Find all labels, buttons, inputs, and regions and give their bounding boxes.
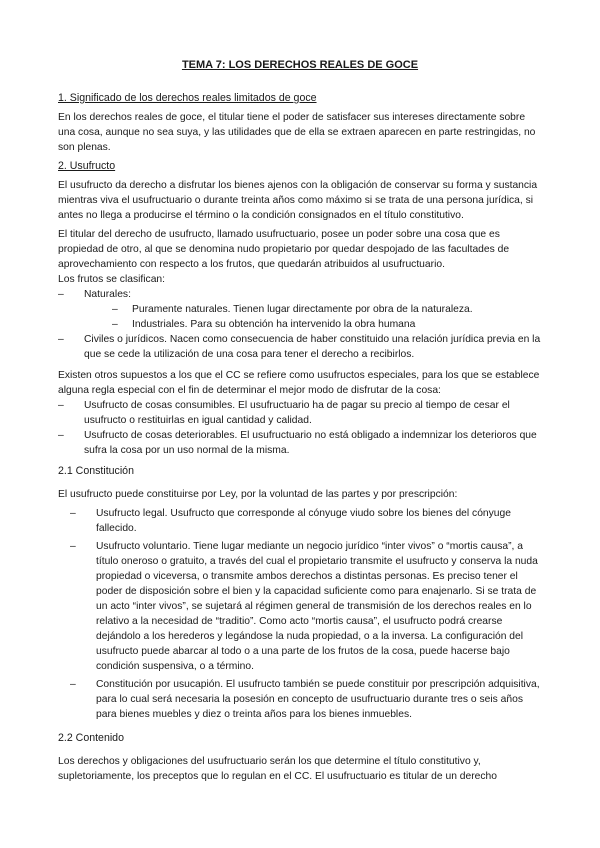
list-item: – Naturales: – Puramente naturales. Tienen lugar directamente por obra de la naturaleza. – Industriales. Para su obtención ha intervenido la obra humana: [58, 287, 542, 332]
frutos-intro: Los frutos se clasifican:: [58, 274, 166, 285]
usufructo-definition-paragraph: El usufructo da derecho a disfrutar los bienes ajenos con la obligación de conservar su forma y sustancia mientras viva el usufructuario o durante treinta años como máximo si se trata de una persona jurídica, si antes no llega a producirse el término o la condición consignados en el título constitutivo.: [58, 180, 538, 221]
section-2-1-heading: 2.1 Constitución: [58, 465, 134, 477]
constitucion-intro: El usufructo puede constituirse por Ley, por la voluntad de las partes y por prescripción:: [58, 489, 458, 500]
document-title: TEMA 7: LOS DERECHOS REALES DE GOCE: [181, 59, 419, 71]
especiales-intro: Existen otros supuestos a los que el CC se refiere como usufructos especiales, para los que se establece alguna regla especial con el fin de determinar el mejor modo de disfrutar de la cosa:: [58, 370, 540, 396]
list-item: – Usufructo legal. Usufructo que corresponde al cónyuge viudo sobre los bienes del cónyuge fallecido.: [70, 506, 542, 536]
constitucion-list: [58, 506, 542, 722]
list-item: – Constitución por usucapión. El usufructo también se puede constituir por prescripción adquisitiva, para lo cual será necesaria la posesión en concepto de usufructuario durante tres o seis años para bienes muebles y diez o treinta años para los bienes inmuebles.: [70, 677, 542, 722]
especiales-list: [58, 398, 542, 458]
list-item: – Puramente naturales. Tienen lugar directamente por obra de la naturaleza.: [112, 302, 542, 317]
section-2-heading: 2. Usufructo: [58, 160, 116, 172]
section-1-paragraph: En los derechos reales de goce, el titular tiene el poder de satisfacer sus intereses directamente sobre una cosa, aunque no sea suya, y las utilidades que de ella se extraen aparecen en parte restringidas, no son plenas.: [58, 112, 536, 153]
section-2-2-heading: 2.2 Contenido: [58, 732, 124, 744]
list-item: – Industriales. Para su obtención ha intervenido la obra humana: [112, 317, 542, 332]
list-item: – Usufructo de cosas deteriorables. El usufructuario no está obligado a indemnizar los deterioros que sufra la cosa por un uso normal de la misma.: [58, 428, 542, 458]
contenido-paragraph: Los derechos y obligaciones del usufructuario serán los que determine el título constitutivo y, supletoriamente, los preceptos que lo regulan en el CC. El usufructuario es titular de un derecho: [58, 756, 498, 782]
list-item: – Usufructo voluntario. Tiene lugar mediante un negocio jurídico “inter vivos” o “mortis causa”, a título oneroso o gratuito, a través del cual el propietario transmite el usufructo y conserva la nuda propiedad o viceversa, o transmite ambos derechos a distintas personas. Es preciso tener el poder de disposición sobre el bien y la capacidad suficiente como para enajenarlo. Si se trata de un acto “inter vivos”, se sujetará al régimen general de transmisión de los derechos reales en lo relativo a la necesidad de “traditio”. Como acto “mortis causa”, el usufructo podrá crearse dejándolo a los herederos y legándose la nuda propiedad, o a la inversa. La configuración del usufructo puede abarcar al todo o a una parte de los frutos de la cosa, puede hacerse bajo condición suspensiva, o a término.: [70, 539, 542, 674]
list-item: – Civiles o jurídicos. Nacen como consecuencia de haber constituido una relación jurídica previa en la que se cede la utilización de una cosa para tener el derecho a recibirlos.: [58, 332, 542, 362]
section-1-heading: 1. Significado de los derechos reales limitados de goce: [58, 92, 317, 104]
usufructuario-paragraph: El titular del derecho de usufructo, llamado usufructuario, posee un poder sobre una cosa que es propiedad de otro, al que se denomina nudo propietario por quedar despojado de las facultades de aprovechamiento con respecto a los frutos, que quedarán atribuidos al usufructuario.: [58, 229, 510, 270]
list-item: – Usufructo de cosas consumibles. El usufructuario ha de pagar su precio al tiempo de cesar el usufructo o restituirlas en igual cantidad y calidad.: [58, 398, 542, 428]
frutos-list: [58, 287, 542, 362]
